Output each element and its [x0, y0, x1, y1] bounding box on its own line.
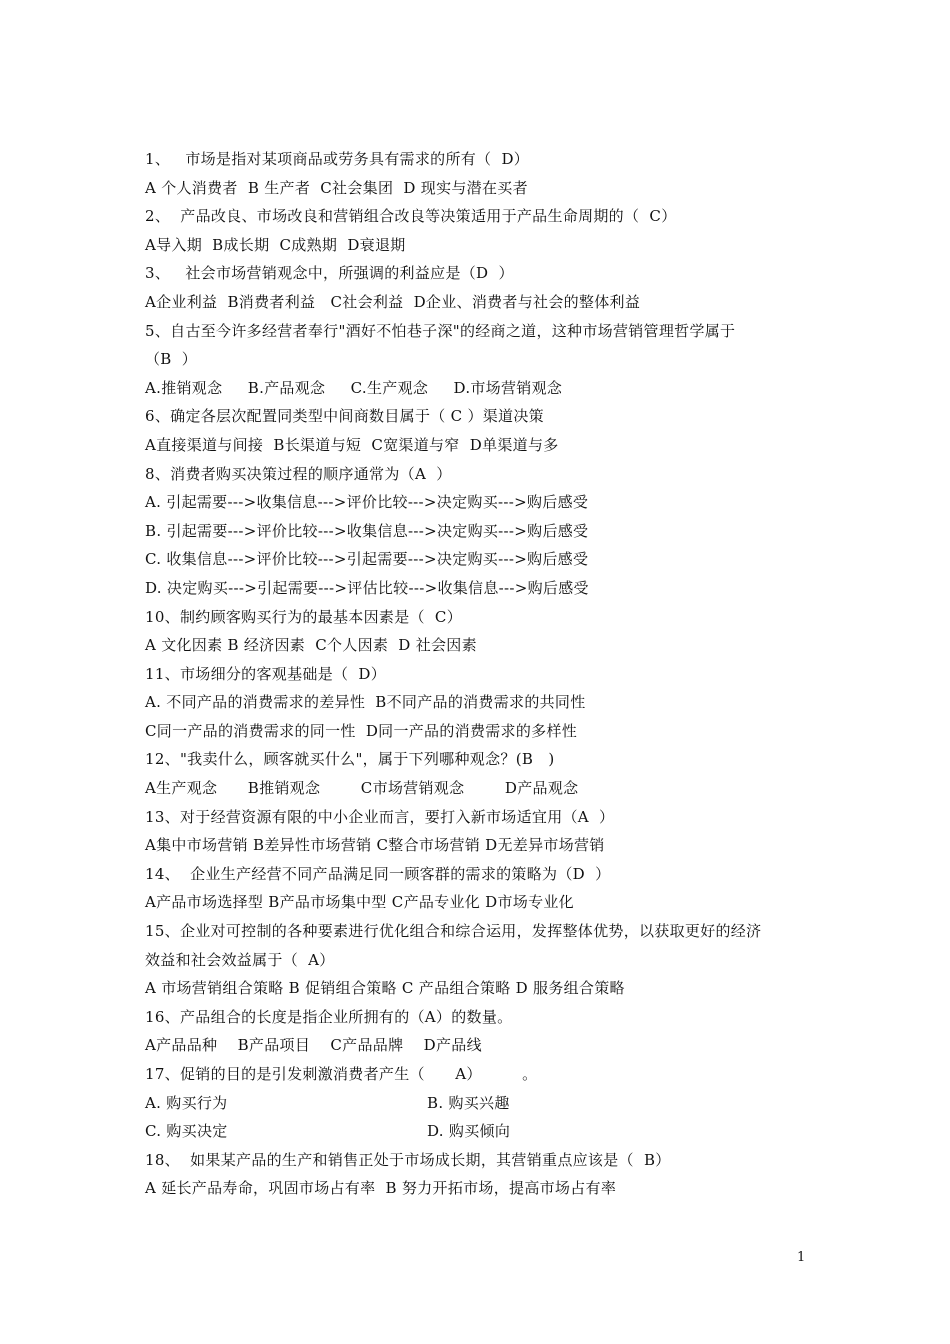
text-line: 1、 市场是指对某项商品或劳务具有需求的所有（ D） [145, 150, 530, 168]
text-line: A直接渠道与间接 B长渠道与短 C宽渠道与窄 D单渠道与多 [145, 435, 559, 454]
text-line: A. 不同产品的消费需求的差异性 B不同产品的消费需求的共同性 [145, 693, 586, 712]
text-line: 11、市场细分的客观基础是（ D） [145, 664, 387, 683]
text-line: C同一产品的消费需求的同一性 D同一产品的消费需求的多样性 [145, 721, 578, 740]
text-line: A 文化因素 B 经济因素 C个人因素 D 社会因素 [145, 636, 477, 655]
text-line: D. 决定购买--->引起需要--->评估比较--->收集信息--->购后感受 [145, 578, 589, 597]
option-left: C. 购买决定 [145, 1122, 228, 1141]
document-body [145, 145, 815, 1203]
page-number: 1 [797, 1250, 806, 1265]
text-line: A生产观念 B推销观念 C市场营销观念 D产品观念 [145, 779, 579, 798]
text-line: 18、 如果某产品的生产和销售正处于市场成长期，其营销重点应该是（ B） [145, 1150, 671, 1169]
text-line: A 个人消费者 B 生产者 C社会集团 D 现实与潜在买者 [145, 178, 528, 197]
option-row [145, 1117, 815, 1146]
text-line: 13、对于经营资源有限的中小企业而言，要打入新市场适宜用（A ） [145, 807, 615, 826]
text-line: A企业利益 B消费者利益 C社会利益 D企业、消费者与社会的整体利益 [145, 292, 641, 311]
text-line: 12、"我卖什么，顾客就买什么"，属于下列哪种观念？(B ) [145, 750, 555, 769]
text-line: 10、制约顾客购买行为的最基本因素是（ C） [145, 607, 463, 626]
text-line: 效益和社会效益属于（ A） [145, 950, 335, 969]
text-line: 6、确定各层次配置同类型中间商数目属于（ C ）渠道决策 [145, 407, 544, 426]
option-right: B. 购买兴趣 [427, 1093, 510, 1112]
text-line: 5、自古至今许多经营者奉行"酒好不怕巷子深"的经商之道，这种市场营销管理哲学属于 [145, 321, 736, 340]
text-line: 3、 社会市场营销观念中，所强调的利益应是（D ） [145, 264, 514, 283]
text-line: 16、产品组合的长度是指企业所拥有的（A）的数量。 [145, 1007, 513, 1026]
text-line: 17、促销的目的是引发刺激消费者产生（ A） 。 [145, 1065, 538, 1083]
text-line: A集中市场营销 B差异性市场营销 C整合市场营销 D无差异市场营销 [145, 836, 605, 855]
text-line: 2、 产品改良、市场改良和营销组合改良等决策适用于产品生命周期的（ C） [145, 207, 677, 226]
text-line: 8、消费者购买决策过程的顺序通常为（A ） [145, 464, 452, 483]
text-line: A 市场营销组合策略 B 促销组合策略 C 产品组合策略 D 服务组合策略 [145, 979, 625, 998]
text-line: B. 引起需要--->评价比较--->收集信息--->决定购买--->购后感受 [145, 521, 589, 540]
text-line: A. 引起需要--->收集信息--->评价比较--->决定购买--->购后感受 [145, 493, 589, 512]
text-line: A导入期 B成长期 C成熟期 D衰退期 [145, 235, 406, 254]
option-row [145, 1089, 815, 1118]
text-line: A 延长产品寿命，巩固市场占有率 B 努力开拓市场，提高市场占有率 [145, 1179, 617, 1198]
text-line: C. 收集信息--->评价比较--->引起需要--->决定购买--->购后感受 [145, 550, 589, 569]
text-line: 15、企业对可控制的各种要素进行优化组合和综合运用，发挥整体优势，以获取更好的经济 [145, 922, 762, 941]
text-line: A产品品种 B产品项目 C产品品牌 D产品线 [145, 1036, 482, 1055]
text-line: （B ） [145, 350, 198, 369]
text-line: 14、 企业生产经营不同产品满足同一顾客群的需求的策略为（D ） [145, 864, 611, 883]
text-line: A产品市场选择型 B产品市场集中型 C产品专业化 D市场专业化 [145, 893, 574, 912]
option-right: D. 购买倾向 [427, 1122, 511, 1141]
option-left: A. 购买行为 [145, 1093, 228, 1112]
text-line: A.推销观念 B.产品观念 C.生产观念 D.市场营销观念 [145, 378, 563, 397]
